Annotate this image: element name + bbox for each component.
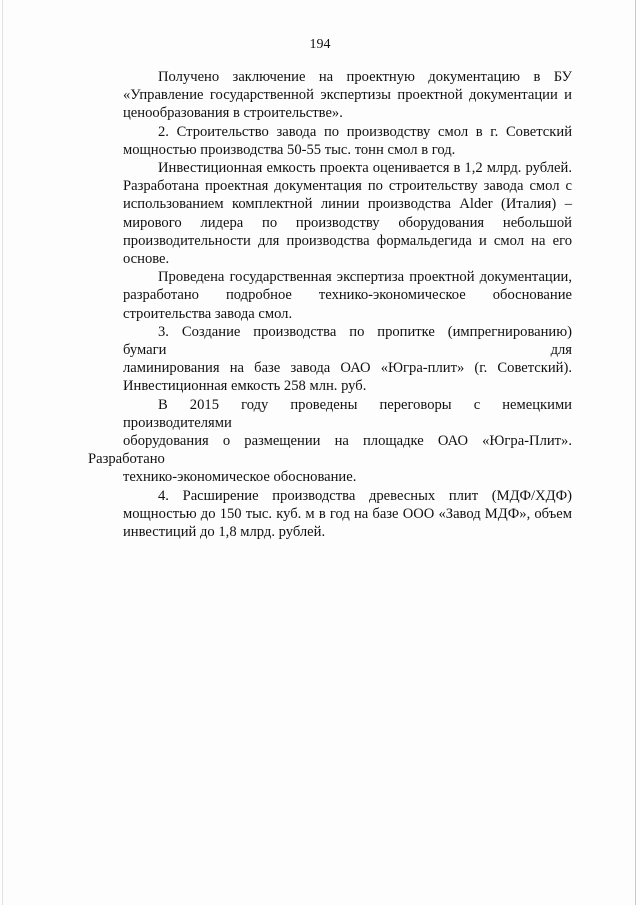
text-line: инвестиций до 1,8 млрд. рублей. — [123, 524, 326, 541]
paragraph-resin-plant-item — [88, 123, 572, 159]
paragraph-mdf-expansion-item — [88, 487, 572, 542]
page-number: 194 — [309, 37, 331, 52]
text-line: строительства завода смол. — [123, 305, 293, 322]
paragraph-investment-capacity — [88, 159, 572, 268]
text-line: мощностью производства 50-55 тыс. тонн смол в год. — [123, 141, 456, 158]
text-line: разработано подробное технико-экономическое обоснование — [123, 287, 572, 304]
scan-edge-right — [635, 0, 636, 905]
paragraph-negotiations-2015 — [88, 396, 572, 487]
text-line: использованием комплектной линии производства Alder (Италия) – — [123, 196, 572, 213]
paragraph-expertise-conclusion — [88, 68, 572, 123]
paragraph-impregnation-item — [88, 323, 572, 396]
text-line: Инвестиционная емкость проекта оценивается в 1,2 млрд. рублей. — [158, 160, 572, 177]
text-line: «Управление государственной экспертизы проектной документации и — [123, 87, 572, 104]
text-line: Получено заключение на проектную документацию в БУ — [158, 69, 572, 85]
text-line: Разработана проектная документация по строительству завода смол с — [123, 178, 572, 195]
text-line: основе. — [123, 251, 170, 268]
scan-edge-left — [2, 0, 3, 905]
text-line: мирового лидера по производству оборудования небольшой — [123, 214, 572, 231]
paragraph-state-expertise — [88, 268, 572, 323]
text-line: производительности для производства формальдегида и смол на его — [123, 232, 572, 249]
text-line: мощностью до 150 тыс. куб. м в год на базе ООО «Завод МДФ», объем — [123, 505, 572, 522]
text-line: В 2015 году проведены переговоры с немецкими производителями — [123, 396, 572, 431]
text-line: ценообразования в строительстве». — [123, 105, 343, 122]
text-line: 2. Строительство завода по производству смол в г. Советский — [158, 123, 572, 140]
text-line: 4. Расширение производства древесных плит (МДФ/ХДФ) — [158, 487, 572, 504]
text-line: ламинирования на базе завода ОАО «Югра-плит» (г. Советский). — [123, 360, 572, 377]
document-body — [88, 68, 572, 541]
text-line: Инвестиционная емкость 258 млн. руб. — [123, 378, 367, 395]
text-line: технико-экономическое обоснование. — [123, 469, 357, 486]
text-line: оборудования о размещении на площадке ОАО «Югра-Плит». Разработано — [88, 433, 572, 468]
text-line: Проведена государственная экспертиза проектной документации, — [158, 269, 572, 286]
text-line: 3. Создание производства по пропитке (импрегнированию) бумаги для — [123, 323, 572, 359]
